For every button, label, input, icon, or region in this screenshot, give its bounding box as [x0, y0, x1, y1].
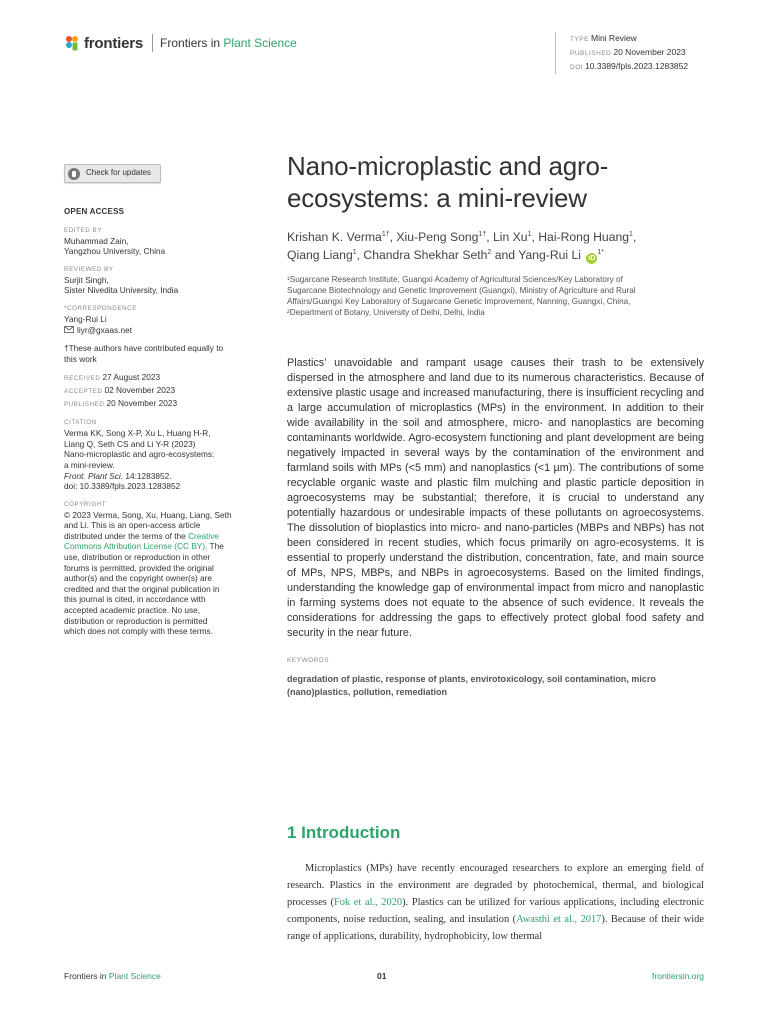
author[interactable]: Krishan K. Verma$^{1\dagger}$	[287, 230, 390, 244]
equal-contribution-note: †These authors have contributed equally to this work	[64, 343, 224, 364]
author[interactable]: Lin Xu$^1$	[493, 230, 532, 244]
correspondence-email[interactable]: liyr@gxaas.net	[64, 325, 254, 336]
footer-journal[interactable]: Frontiers in Plant Science	[64, 971, 161, 981]
author[interactable]: Hai-Rong Huang$^1$	[538, 230, 633, 244]
abstract: Plastics’ unavoidable and rampant usage causes their trash to be extensively dispersed in the atmosphere and land due to its numerous characteristics. Because of extensive plastic usage and increased manufacturing, there is insufficient recycling and a large accumulation of microplastics (MPs) in the environment. In addition to their wide availability in the soil and atmosphere, micro- and nanoplastics are becoming contaminants worldwide. Agro-ecosystem functioning and plant development are being negatively impacted in several ways by the contamination of the environment and farmland soils with MPs (<5 mm) and nanoplastics (<1 µm). The contributions of some recyclable organic waste and plastic film mulching and plastic particle deposition in agroecosystems may be substantial; therefore, it is crucial to understand any potentially hazardous or undesirable impacts of these pollutants on agroecosystems. The dissolution of bioplastics into micro- and nano-particles (MBPs and NBPs) has not been considered in recent studies, which focus primarily on agro-ecosystems. It is essential to properly understand the distribution, concentration, fate, and main source of MPs, NPS, MBPs, and NBPs in agroecosystems. Based on the limited findings, understanding the knowledge gap of environmental impact from micro and nanoplastic in farming systems does not equate to the absence of such evidence. It reveals the considerations for addressing the gaps to effectively protect global food safety and security in the near future.	[287, 357, 704, 639]
header-divider	[152, 34, 153, 52]
meta-published: PUBLISHED 20 November 2023	[570, 47, 686, 57]
brand-name: frontiers	[84, 34, 144, 52]
author-list: Krishan K. Verma$^{1\dagger}$, Xiu-Peng Song$^{1\dagger}$, Lin Xu$^1$, Hai-Rong Huang$^1$, Qiang Liang$^1$, Chandra Shekhar Seth$^2$ and Yang-Rui Li $iD^{1*}$	[287, 230, 637, 262]
meta-type: TYPE Mini Review	[570, 33, 637, 43]
article-title: Nano-microplastic and agro- ecosystems: a mini-review	[287, 151, 609, 213]
page-header	[64, 32, 704, 76]
footer-site-link[interactable]: frontiersin.org	[652, 971, 704, 981]
journal-title: Plant Science	[223, 36, 297, 50]
citation-label: CITATION	[64, 419, 97, 427]
keywords: degradation of plastic, response of plants, envirotoxicology, soil contamination, micro (nano)plastics, pollution, remediation	[287, 674, 656, 697]
author[interactable]: Chandra Shekhar Seth$^2$	[363, 248, 492, 262]
check-updates-icon	[68, 168, 80, 180]
affiliations: ¹Sugarcane Research Institute, Guangxi Academy of Agricultural Sciences/Key Laboratory of Sugarcane Biotechnology and Genetic Improvement (Guangxi), Ministry of Agriculture and Rural Affairs/Guangxi Key Laboratory of Sugarcane Genetic Improvement, Nanning, Guangxi, China, ²Department of Botany, University of Delhi, Delhi, India	[287, 275, 636, 317]
copyright: © 2023 Verma, Song, Xu, Huang, Liang, Seth and Li. This is an open-access article distributed under the terms of the Creative Commons Attribution License (CC BY). The use, distribution or reproduction in other forums is permitted, provided the original author(s) and the copyright owner(s) are credited and that the original publication in this journal is cited, in accordance with accepted academic practice. No use, distribution or reproduction is permitted which does not comply with these terms.	[64, 509, 232, 637]
frontiers-logo-icon	[64, 35, 80, 51]
article-sidebar	[64, 164, 254, 637]
citation: Verma KK, Song X-P, Xu L, Huang H-R, Liang Q, Seth CS and Li Y-R (2023) Nano-microplastic and agro-ecosystems: a mini-review. Front. Plant Sci. 14:1283852. doi: 10.3389/fpls.2023.1283852	[64, 428, 254, 492]
keywords-label: KEYWORDS	[287, 657, 330, 664]
published-date: PUBLISHED 20 November 2023	[64, 397, 178, 408]
copyright-label: COPYRIGHT	[64, 500, 107, 508]
meta-doi[interactable]: DOI 10.3389/fpls.2023.1283852	[570, 61, 689, 71]
section-title-introduction: 1 Introduction	[287, 823, 401, 842]
cc-license-link[interactable]: Creative	[188, 530, 219, 541]
page-number: 01	[377, 971, 387, 981]
article-main	[287, 150, 704, 699]
citation-doi[interactable]: doi: 10.3389/fpls.2023.1283852	[64, 481, 181, 492]
introduction-paragraph: Microplastics (MPs) have recently encouraged researchers to explore an emerging field of research. Plastics in the environment are degraded by photochemical, thermal, and biological processes (Fok et al., 2020). Plastics can be utilized for various applications, including electronic components, noise reduction, sealing, and insulation (Awasthi et al., 2017). Because of their wide range of applications, durability, hydrophobicity, low thermal	[287, 863, 704, 942]
correspondence: Yang-Rui Li liyr@gxaas.net	[64, 314, 254, 335]
article-meta	[555, 32, 688, 74]
journal-prefix: Frontiers in	[160, 36, 221, 50]
reference-link[interactable]: Awasthi et al., 2017	[516, 914, 602, 925]
author[interactable]: Yang-Rui Li $iD^{1*}$	[518, 248, 605, 262]
received-date: RECEIVED 27 August 2023	[64, 372, 161, 383]
reviewed-by-label: REVIEWED BY	[64, 265, 114, 273]
frontiers-logo[interactable]	[64, 34, 297, 52]
edited-by-label: EDITED BY	[64, 226, 103, 234]
orcid-icon[interactable]: iD	[588, 255, 596, 262]
check-updates-label: Check for updates	[86, 168, 151, 178]
journal-name[interactable]	[160, 36, 297, 50]
cc-license-link-cont[interactable]: Commons Attribution License (CC BY).	[64, 541, 208, 552]
check-updates-button[interactable]	[64, 164, 161, 183]
article-dates	[64, 372, 254, 410]
editor: Muhammad Zain, Yangzhou University, China	[64, 235, 166, 257]
reference-link[interactable]: Fok et al., 2020	[333, 897, 403, 908]
reviewer: Surjit Singh, Sister Nivedita University, India	[64, 274, 179, 296]
open-access-label: OPEN ACCESS	[64, 207, 125, 216]
envelope-icon	[64, 326, 74, 333]
author[interactable]: Xiu-Peng Song$^{1\dagger}$	[396, 230, 487, 244]
author[interactable]: Qiang Liang$^1$	[287, 248, 357, 262]
page-footer	[64, 971, 704, 985]
correspondence-label: *CORRESPONDENCE	[64, 304, 137, 312]
accepted-date: ACCEPTED 02 November 2023	[64, 384, 176, 395]
